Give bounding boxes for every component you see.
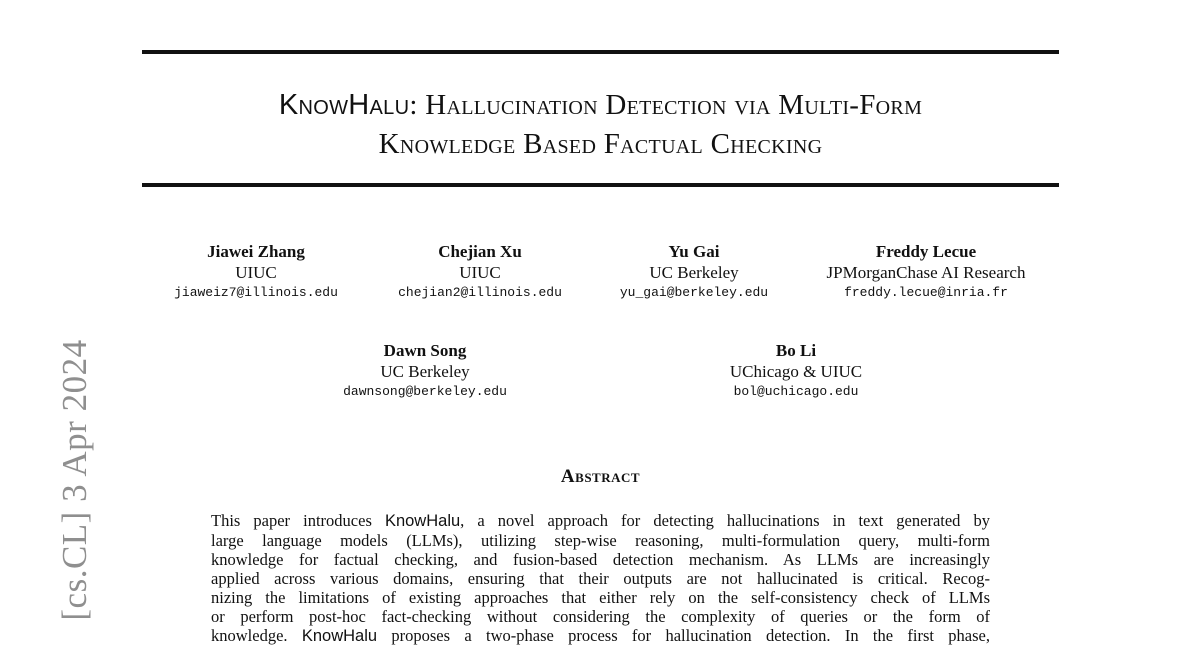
author-name: Yu Gai <box>668 242 720 261</box>
abstract-heading: Abstract <box>560 466 641 487</box>
author-affiliation: UC Berkeley <box>649 263 739 282</box>
author-name: Chejian Xu <box>438 242 522 261</box>
author-block <box>174 241 338 303</box>
abstract-text: This paper introduces <box>211 511 385 530</box>
author-affiliation: UIUC <box>459 263 501 282</box>
author-name: Jiawei Zhang <box>207 242 305 261</box>
title-line2: Knowledge Based Factual Checking <box>378 128 823 160</box>
arxiv-side-stamp: [cs.CL] 3 Apr 2024 <box>55 339 94 621</box>
abstract-text: knowledge. <box>211 626 302 645</box>
author-email: dawnsong@berkeley.edu <box>343 384 507 399</box>
author-name: Freddy Lecue <box>875 242 977 261</box>
author-email: freddy.lecue@inria.fr <box>844 285 1008 300</box>
abstract-line: knowledge for factual checking, and fusion-based detection mechanism. As LLMs are increasingly <box>211 550 990 569</box>
title-top-rule <box>142 50 1059 54</box>
abstract-body <box>211 511 990 646</box>
abstract-text: , a novel approach for detecting hallucinations in text generated by <box>460 511 990 530</box>
author-affiliation: JPMorganChase AI Research <box>826 263 1026 282</box>
title-bottom-rule <box>142 183 1059 187</box>
author-block <box>398 241 562 303</box>
author-block <box>343 340 507 402</box>
abstract-text: proposes a two-phase process for hallucination detection. In the first phase, <box>377 626 990 645</box>
abstract-line: applied across various domains, ensuring that their outputs are not hallucinated is critical. Recog- <box>211 569 990 588</box>
author-name: Bo Li <box>775 341 817 360</box>
title-method-name: KnowHalu <box>278 89 410 121</box>
author-affiliation: UC Berkeley <box>380 362 470 381</box>
author-block <box>827 241 1026 303</box>
abstract-line <box>211 626 990 646</box>
author-email: bol@uchicago.edu <box>733 384 859 399</box>
abstract-line <box>211 511 990 531</box>
method-name: KnowHalu <box>384 512 461 530</box>
author-name: Dawn Song <box>383 341 467 360</box>
author-affiliation: UIUC <box>235 263 277 282</box>
abstract-line: large language models (LLMs), utilizing step-wise reasoning, multi-formulation query, multi-form <box>211 531 990 550</box>
author-block <box>730 340 862 402</box>
abstract-line: or perform post-hoc fact-checking without considering the complexity of queries or the form of <box>211 607 990 626</box>
author-block <box>620 241 768 303</box>
title-line1-rest: : Hallucination Detection via Multi-Form <box>409 89 923 121</box>
abstract-line: nizing the limitations of existing approaches that either rely on the self-consistency check of LLMs <box>211 588 990 607</box>
method-name: KnowHalu <box>301 627 378 645</box>
paper-title <box>142 86 1059 164</box>
author-email: chejian2@illinois.edu <box>398 285 562 300</box>
author-email: jiaweiz7@illinois.edu <box>174 285 338 300</box>
author-email: yu_gai@berkeley.edu <box>619 285 769 300</box>
author-affiliation: UChicago & UIUC <box>729 362 863 381</box>
